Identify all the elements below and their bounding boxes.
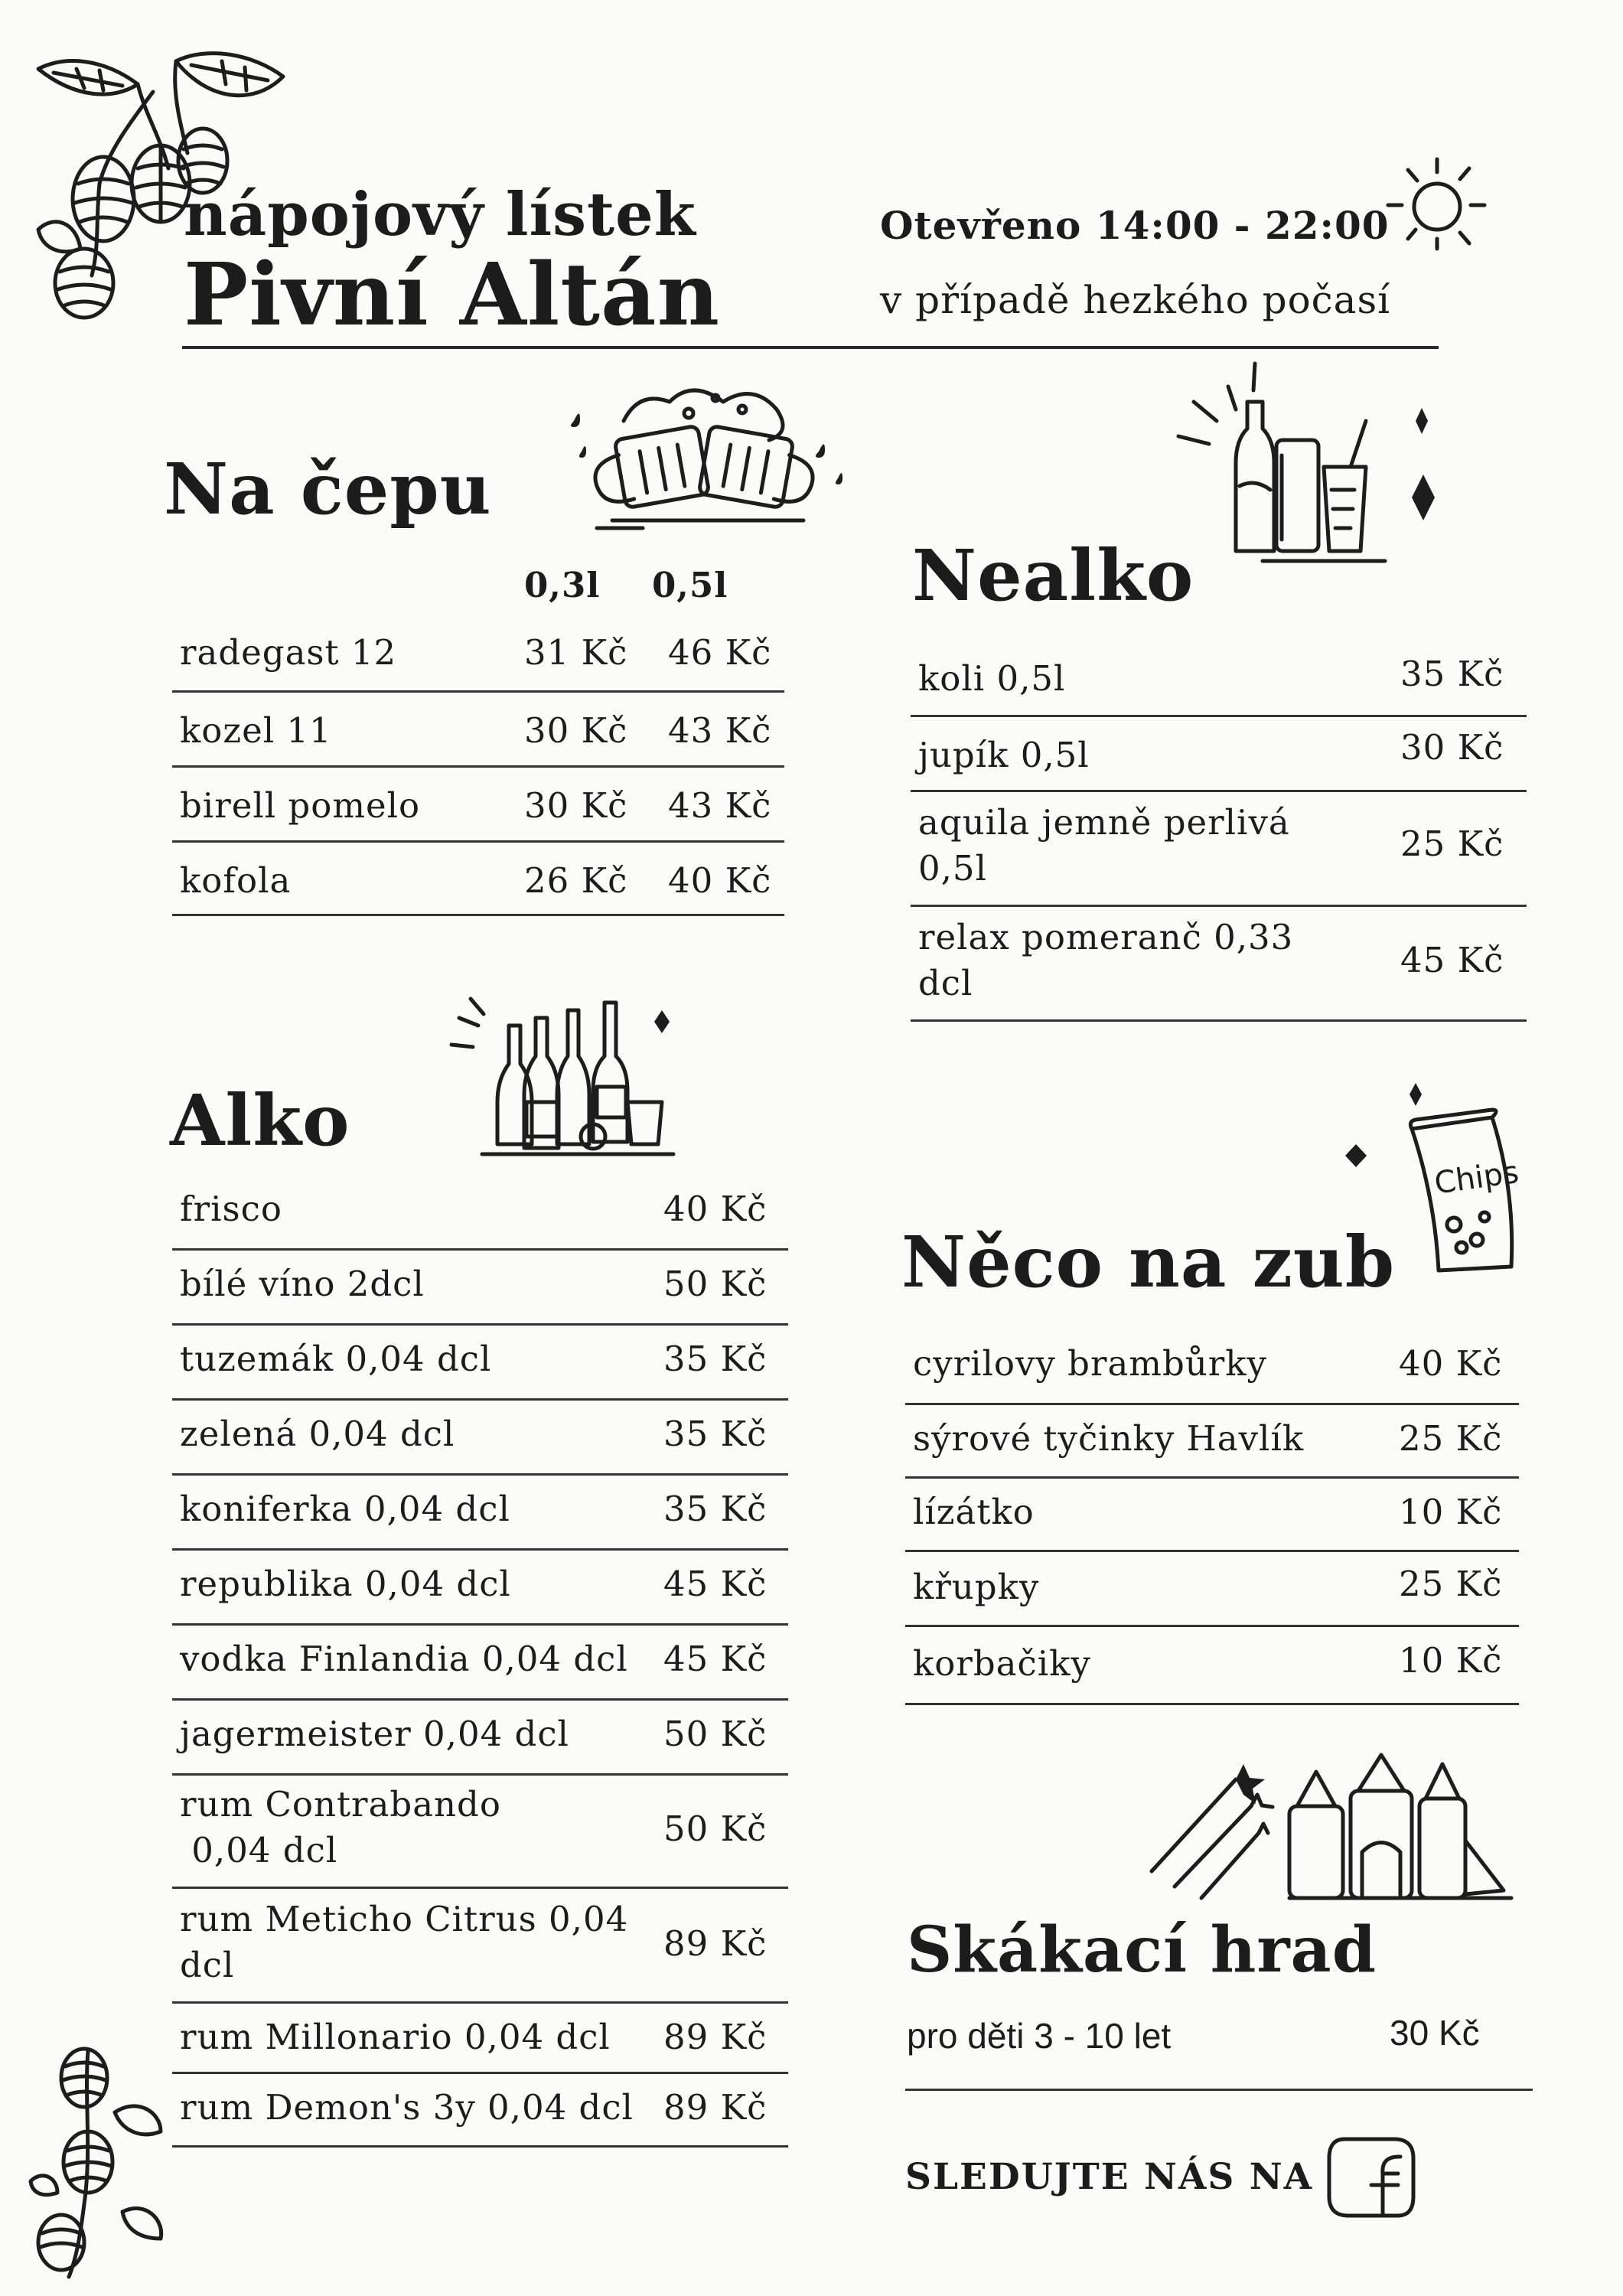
table-row: [172, 1476, 788, 1551]
item-name: bílé víno 2dcl: [180, 1264, 425, 1304]
table-row: [172, 693, 784, 768]
item-price: 35 Kč: [663, 1414, 768, 1454]
item-name: birell pomelo: [180, 785, 421, 826]
item-name: koniferka 0,04 dcl: [180, 1489, 510, 1529]
price-large: 46 Kč: [668, 632, 772, 673]
item-price: 50 Kč: [663, 1808, 768, 1849]
col-head-large: 0,5l: [652, 565, 728, 605]
item-name: frisco: [180, 1189, 282, 1229]
item-name-line2: 0,04 dcl: [180, 1830, 338, 1870]
castle-price: 30 Kč: [1390, 2013, 1480, 2053]
table-row: [172, 1401, 788, 1476]
table-row: [172, 1776, 788, 1889]
item-price: 45 Kč: [1400, 940, 1504, 980]
item-name: radegast 12: [180, 632, 397, 673]
item-name: cyrilovy brambůrky: [913, 1343, 1267, 1384]
item-name: vodka Finlandia 0,04 dcl: [180, 1639, 628, 1679]
nealko-section-title: Nealko: [912, 534, 1194, 617]
table-row: [911, 907, 1527, 1022]
item-price: 30 Kč: [1400, 727, 1504, 768]
table-row: [172, 1251, 788, 1326]
item-price: 50 Kč: [663, 1264, 768, 1304]
bouncy-castle-icon: [1144, 1749, 1519, 1910]
table-row: [905, 2005, 1533, 2091]
alko-section-title: Alko: [170, 1079, 350, 1162]
hops-icon: [15, 2036, 168, 2281]
item-name: jagermeister 0,04 dcl: [180, 1714, 569, 1754]
table-row: [905, 1405, 1519, 1479]
castle-note: pro děti 3 - 10 let: [907, 2016, 1172, 2056]
item-price: 89 Kč: [663, 2017, 768, 2057]
item-name-line2: dcl: [918, 963, 973, 1003]
item-price: 35 Kč: [663, 1339, 768, 1379]
price-small: 31 Kč: [524, 632, 628, 673]
item-name: rum Meticho Citrus 0,04: [180, 1899, 629, 1939]
follow-us-text: SLEDUJTE NÁS NA: [905, 2156, 1314, 2198]
table-row: [172, 2004, 788, 2074]
table-row: [172, 1889, 788, 2004]
table-row: [905, 1552, 1519, 1627]
item-price: 45 Kč: [663, 1564, 768, 1604]
item-price: 40 Kč: [663, 1189, 768, 1229]
table-row: [172, 1177, 788, 1251]
tap-section-title: Na čepu: [164, 448, 492, 530]
item-name: rum Millonario 0,04 dcl: [180, 2017, 611, 2057]
liquor-bottles-icon: [444, 980, 696, 1163]
item-name: rum Demon's 3y 0,04 dcl: [180, 2087, 634, 2128]
table-row: [172, 768, 784, 843]
facebook-icon[interactable]: [1322, 2131, 1421, 2223]
table-row: [905, 1479, 1519, 1552]
item-price: 25 Kč: [1399, 1418, 1503, 1459]
header-divider: [182, 346, 1439, 349]
item-name: kofola: [180, 860, 292, 901]
item-name: tuzemák 0,04 dcl: [180, 1339, 492, 1379]
price-small: 30 Kč: [524, 710, 628, 751]
price-large: 43 Kč: [668, 785, 772, 826]
item-name-line2: dcl: [180, 1945, 235, 1985]
item-name: zelená 0,04 dcl: [180, 1414, 455, 1454]
weather-note: v případě hezkého počasí: [880, 278, 1391, 322]
snacks-section-title: Něco na zub: [901, 1221, 1396, 1303]
table-row: [172, 843, 784, 916]
item-name: jupík 0,5l: [918, 735, 1090, 775]
item-price: 10 Kč: [1399, 1492, 1503, 1532]
price-large: 40 Kč: [668, 860, 772, 901]
price-small: 26 Kč: [524, 860, 628, 901]
menu-subtitle: nápojový lístek: [184, 180, 696, 249]
item-price: 89 Kč: [663, 1923, 768, 1964]
item-price: 89 Kč: [663, 2087, 768, 2128]
item-name: koli 0,5l: [918, 658, 1066, 699]
soft-drinks-icon: [1163, 356, 1454, 570]
table-row: [172, 1326, 788, 1401]
table-row: [911, 792, 1527, 907]
item-price: 35 Kč: [1400, 654, 1504, 694]
item-name: lízátko: [913, 1492, 1035, 1532]
item-price: 45 Kč: [663, 1639, 768, 1679]
table-row: [911, 717, 1527, 792]
price-large: 43 Kč: [668, 710, 772, 751]
item-price: 40 Kč: [1399, 1343, 1503, 1384]
item-name: republika 0,04 dcl: [180, 1564, 511, 1604]
col-head-small: 0,3l: [524, 565, 601, 605]
castle-section-title: Skákací hrad: [907, 1913, 1377, 1987]
item-name-line2: 0,5l: [918, 848, 987, 889]
table-row: [172, 624, 784, 693]
table-row: [172, 1551, 788, 1626]
sun-icon: [1377, 153, 1492, 253]
chips-bag-label: Chips: [1432, 1154, 1521, 1202]
item-price: 50 Kč: [663, 1714, 768, 1754]
table-row: [911, 647, 1527, 717]
item-name: sýrové tyčinky Havlík: [913, 1418, 1305, 1459]
table-row: [905, 1332, 1519, 1405]
item-name: křupky: [913, 1567, 1040, 1607]
beer-mugs-icon: [551, 375, 857, 536]
item-name: korbačiky: [913, 1643, 1091, 1684]
item-name: rum Contrabando: [180, 1784, 501, 1825]
table-row: [172, 1701, 788, 1776]
item-name: relax pomeranč 0,33: [918, 917, 1294, 957]
opening-hours: Otevřeno 14:00 - 22:00: [880, 203, 1390, 248]
table-row: [172, 2074, 788, 2148]
table-row: [905, 1627, 1519, 1705]
item-price: 25 Kč: [1399, 1564, 1503, 1604]
item-price: 10 Kč: [1399, 1640, 1503, 1681]
item-name: kozel 11: [180, 710, 332, 751]
item-name: aquila jemně perlivá: [918, 802, 1290, 843]
table-row: [172, 1626, 788, 1701]
item-price: 25 Kč: [1400, 823, 1504, 864]
price-small: 30 Kč: [524, 785, 628, 826]
venue-title: Pivní Altán: [184, 245, 720, 345]
item-price: 35 Kč: [663, 1489, 768, 1529]
